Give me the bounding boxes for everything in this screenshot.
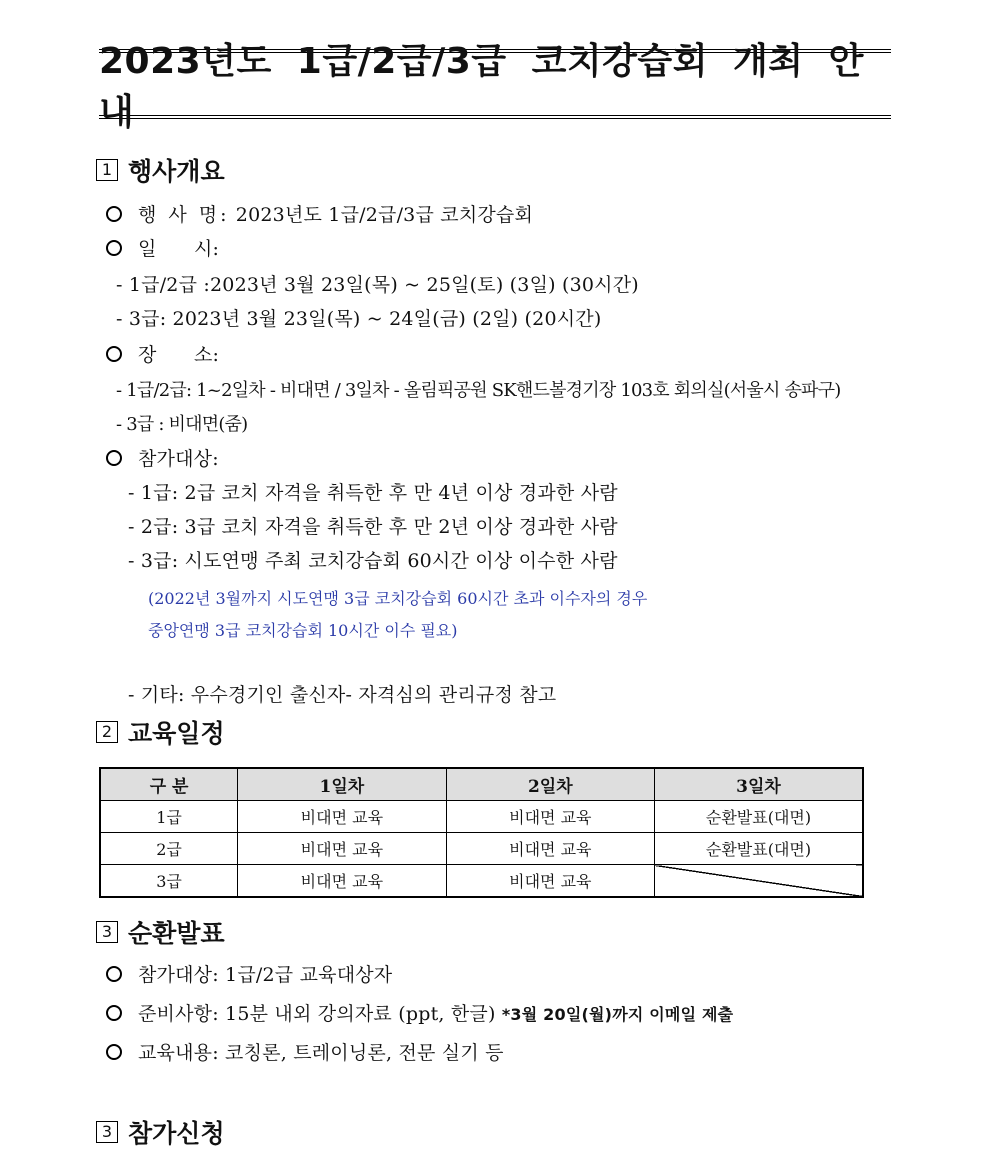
section-title: 순환발표 [128,919,225,948]
presentation-target: 참가대상: 1급/2급 교육대상자 [138,964,393,986]
cell-day3: 순환발표(대면) [655,801,863,833]
presentation-target-line [106,960,392,987]
event-label: 행 사 명: [138,204,230,226]
cell-day2: 비대면 교육 [446,833,654,865]
cell-day2: 비대면 교육 [446,865,654,898]
section-heading-schedule [96,714,225,750]
table-header-row [100,768,863,801]
presentation-prep: 준비사항: 15분 내외 강의자료 (ppt, 한글) [138,1003,496,1025]
section-heading-presentation [96,914,225,950]
target-detail-2: - 2급: 3급 코치 자격을 취득한 후 만 2년 이상 경과한 사람 [128,516,618,538]
cell-day1: 비대면 교육 [238,833,446,865]
bullet-circle-icon [106,966,122,982]
section-title: 교육일정 [128,719,225,748]
header-day1: 1일차 [238,768,446,801]
section-number: 2 [96,721,118,743]
presentation-prep-line [106,999,733,1026]
cell-day3-empty-diagonal [655,865,863,898]
schedule-table [99,767,864,898]
section-number: 3 [96,1121,118,1143]
target-note-2: 중앙연맹 3급 코치강습회 10시간 이수 필요) [148,621,458,640]
section-heading-overview [96,152,225,188]
target-detail-1: - 1급: 2급 코치 자격을 취득한 후 만 4년 이상 경과한 사람 [128,482,618,504]
bullet-circle-icon [106,1044,122,1060]
place-label: 장 소: [138,344,220,366]
date-line [106,234,219,261]
table-row [100,865,863,898]
row-grade: 2급 [100,833,238,865]
row-grade: 1급 [100,801,238,833]
cell-day1: 비대면 교육 [238,865,446,898]
bullet-circle-icon [106,450,122,466]
row-grade: 3급 [100,865,238,898]
page-title: 2023년도 1급/2급/3급 코치강습회 개최 안내 [99,41,864,133]
cell-day1: 비대면 교육 [238,801,446,833]
bullet-circle-icon [106,1005,122,1021]
bullet-circle-icon [106,206,122,222]
section-number: 3 [96,921,118,943]
date-detail-1: - 1급/2급 :2023년 3월 23일(목) ~ 25일(토) (3일) (30시간) [116,274,639,296]
event-name-line [106,200,533,227]
date-detail-2: - 3급: 2023년 3월 23일(목) ~ 24일(금) (2일) (20시간) [116,308,602,330]
target-label: 참가대상: [138,448,219,470]
cell-day3: 순환발표(대면) [655,833,863,865]
section-number: 1 [96,159,118,181]
table-row [100,801,863,833]
header-day2: 2일차 [446,768,654,801]
target-detail-3: - 3급: 시도연맹 주최 코치강습회 60시간 이상 이수한 사람 [128,550,618,572]
table-row [100,833,863,865]
bullet-circle-icon [106,240,122,256]
header-category: 구 분 [100,768,238,801]
section-heading-registration [96,1114,225,1150]
presentation-content: 교육내용: 코칭론, 트레이닝론, 전문 실기 등 [138,1042,504,1064]
presentation-prep-note: *3월 20일(월)까지 이메일 제출 [501,1005,734,1024]
presentation-content-line [106,1038,504,1065]
target-line [106,444,219,471]
bullet-circle-icon [106,346,122,362]
target-note-1: (2022년 3월까지 시도연맹 3급 코치강습회 60시간 초과 이수자의 경우 [148,589,648,608]
place-detail-2: - 3급 : 비대면(줌) [116,414,248,435]
place-line [106,340,219,367]
event-value: 2023년도 1급/2급/3급 코치강습회 [235,204,534,226]
place-detail-1: - 1급/2급: 1~2일차 - 비대면 / 3일차 - 올림픽공원 SK핸드볼경기장 103호 회의실(서울시 송파구) [116,380,841,401]
section-title: 참가신청 [128,1119,225,1148]
cell-day2: 비대면 교육 [446,801,654,833]
other-line: - 기타: 우수경기인 출신자- 자격심의 관리규정 참고 [128,684,557,706]
header-day3: 3일차 [655,768,863,801]
title-banner [99,41,891,133]
section-title: 행사개요 [128,157,225,186]
date-label: 일 시: [138,238,220,260]
